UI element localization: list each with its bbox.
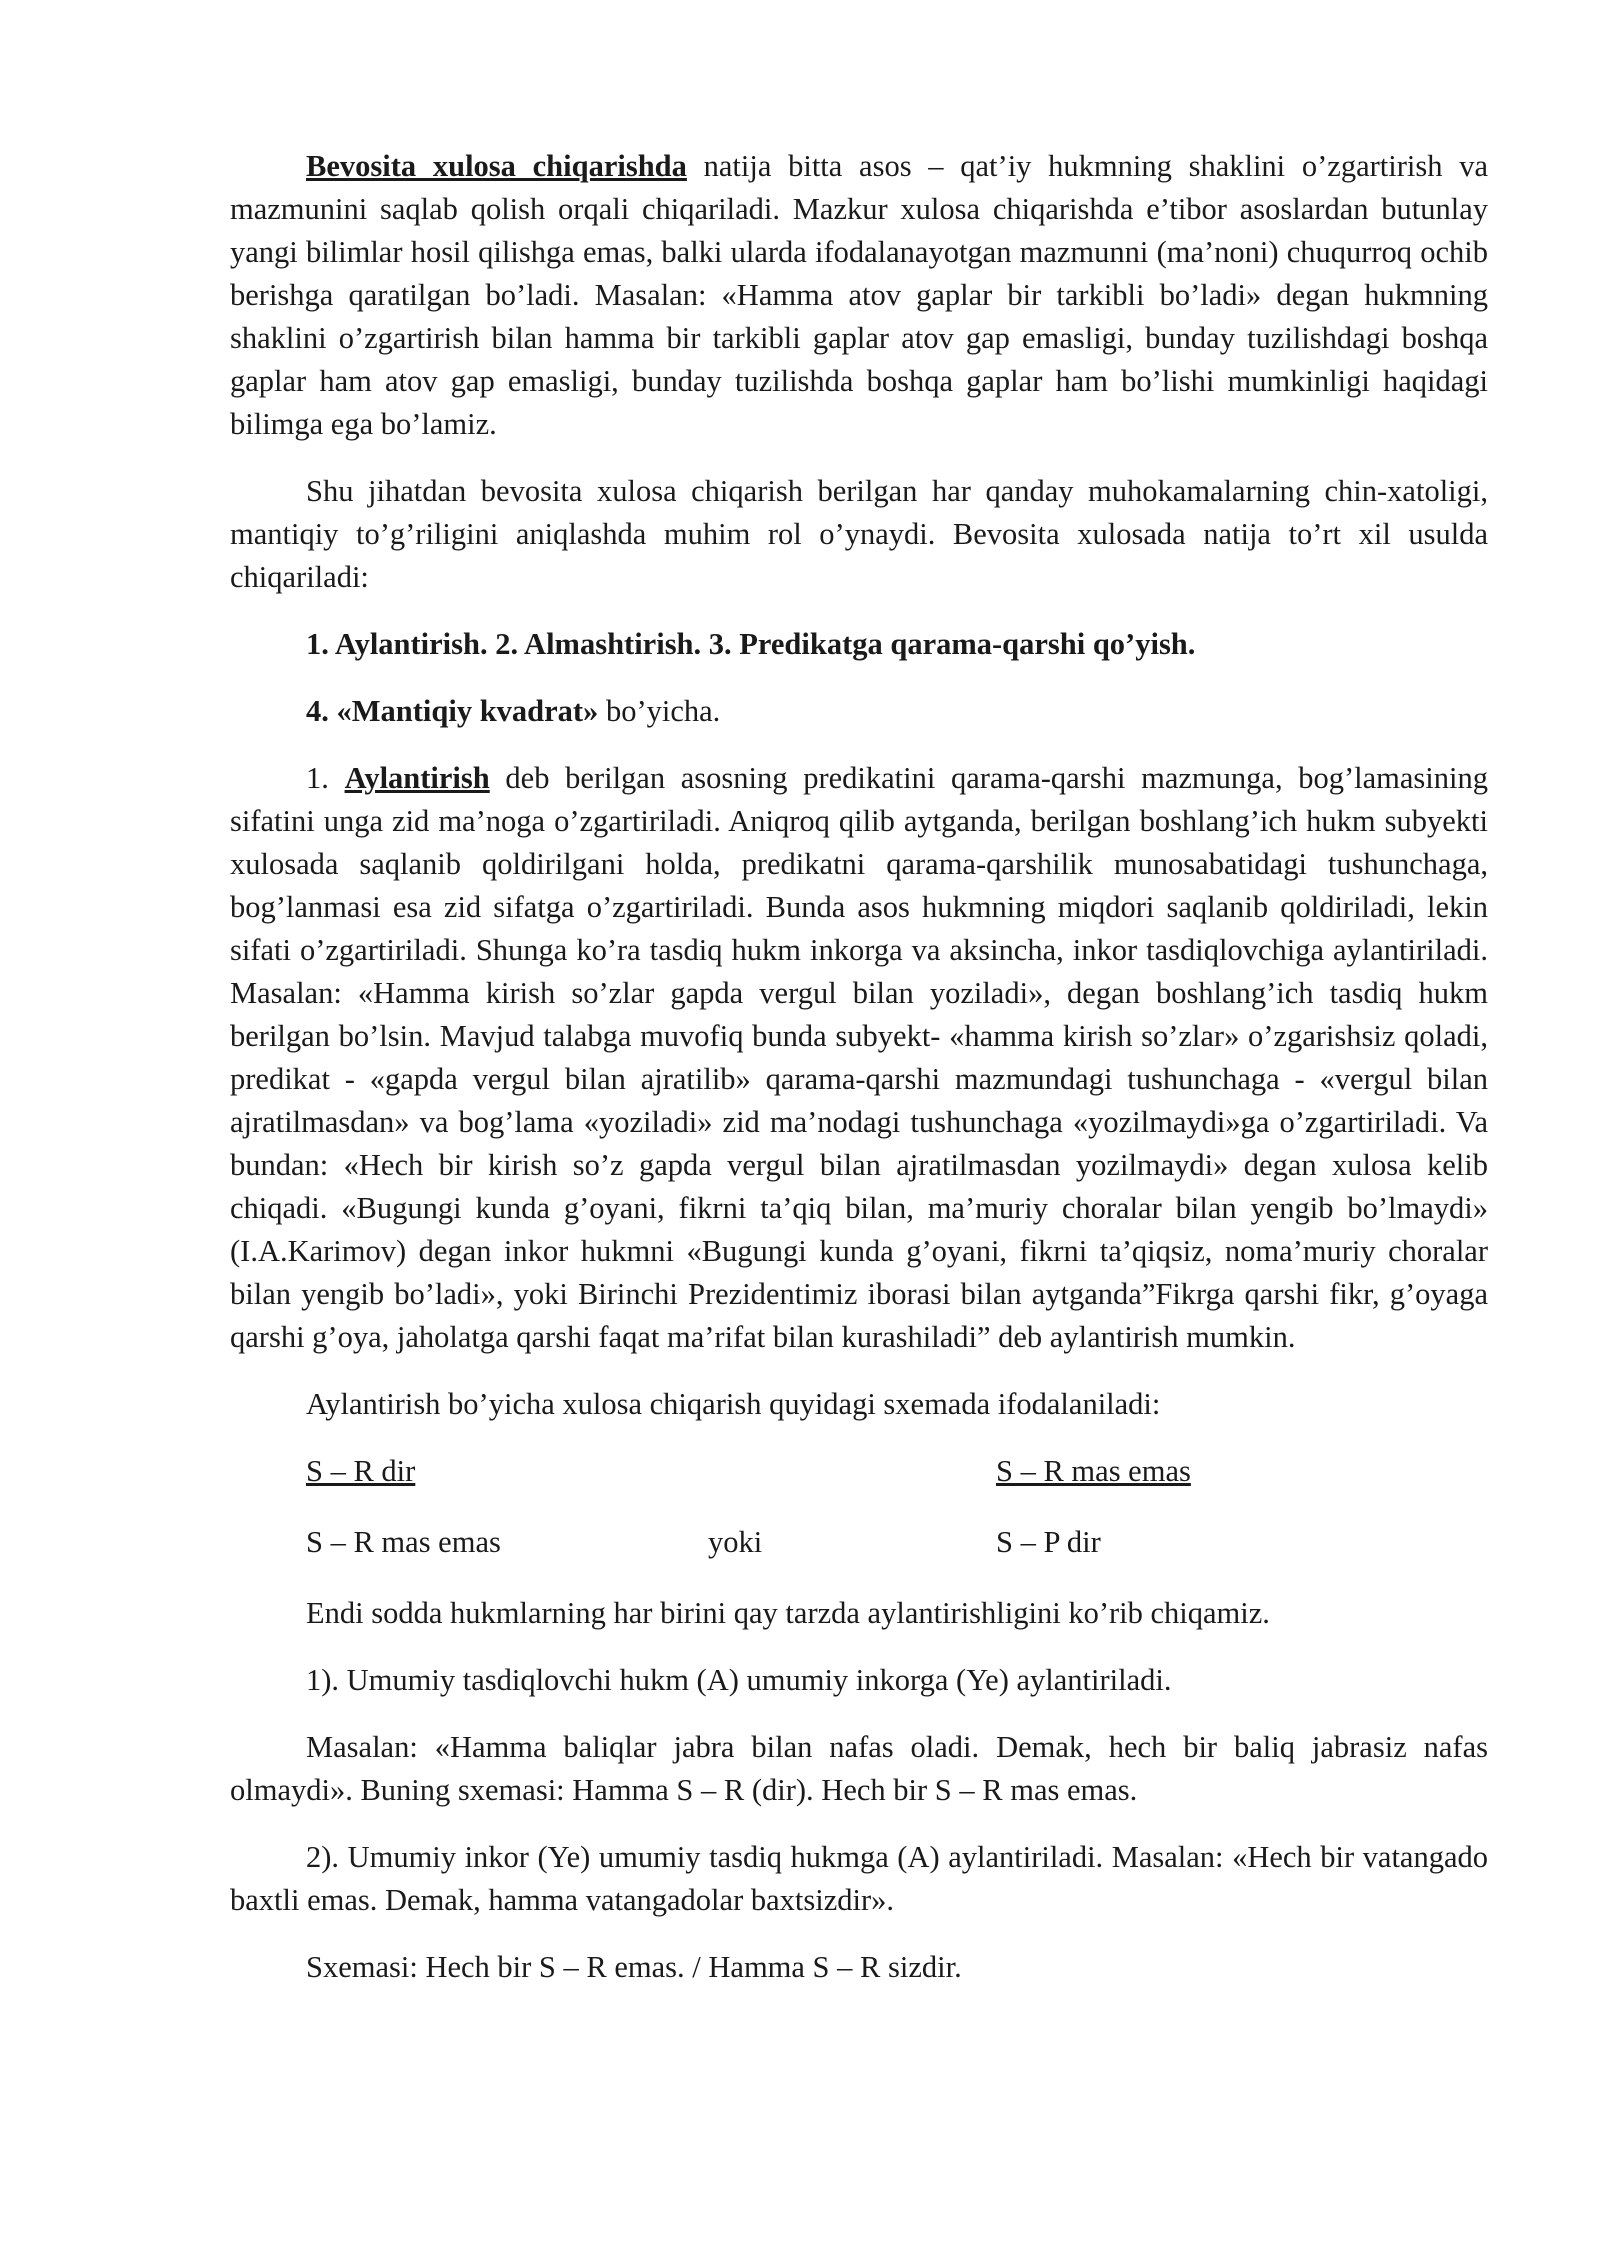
methods-list-line-2 (230, 690, 1488, 733)
term-conversion: Aylantirish (344, 761, 490, 795)
item-number: 1. (306, 761, 345, 795)
document-page (230, 145, 1488, 2013)
paragraph-immediate-inference (230, 145, 1488, 446)
paragraph-simple-judgments: Endi sodda hukmlarning har birini qay tarzda aylantirishligini ko’rib chiqamiz. (306, 1596, 1270, 1630)
paragraph-schema-e: Sxemasi: Hech bir S – R emas. / Hamma S – R sizdir. (306, 1950, 962, 1984)
schema-or-word: yoki (708, 1525, 763, 1559)
schema-premise-left: S – R dir (306, 1454, 416, 1488)
method-logical-square: 4. «Mantiqiy kvadrat» (306, 694, 599, 728)
paragraph-case-a: 1). Umumiy tasdiqlovchi hukm (A) umumiy inkorga (Ye) aylantiriladi. (306, 1663, 1172, 1697)
paragraph-text: deb berilgan asosning predikatini qarama-qarshi mazmunga, bog’lamasining sifatini unga zid ma’noga o’zgartiriladi. Aniqroq qilib aytganda, berilgan boshlang’ich hukm subyekti xulosada saqlanib qoldirilgani holda, predikatni qarama-qarshilik munosabatidagi tushunchaga, bog’lanmasi esa zid sifatga o’zgartiriladi. Bunda asos hukmning miqdori saqlanib qoldiriladi, lekin sifati o’zgartiriladi. Shunga ko’ra tasdiq hukm inkorga va aksincha, inkor tasdiqlovchiga aylantiriladi. Masalan: «Hamma kirish so’zlar gapda vergul bilan yoziladi», degan boshlang’ich tasdiq hukm berilgan bo’lsin. Mavjud talabga muvofiq bunda subyekt- «hamma kirish so’zlar» o’zgarishsiz qoladi, predikat - «gapda vergul bilan ajratilib» qarama-qarshi mazmundagi tushunchaga - «vergul bilan ajratilmasdan» va bog’lama «yoziladi» zid ma’nodagi tushunchaga «yozilmaydi»ga o’zgartiriladi. Va bundan: «Hech bir kirish so’z gapda vergul bilan ajratilmasdan yozilmaydi» degan xulosa kelib chiqadi. «Bugungi kunda g’oyani, fikrni ta’qiq bilan, ma’muriy choralar bilan yengib bo’lmaydi» (I.A.Karimov) degan inkor hukmni «Bugungi kunda g’oyani, fikrni ta’qiqsiz, noma’muriy choralar bilan yengib bo’ladi», yoki Birinchi Prezidentimiz iborasi bilan aytganda”Fikrga qarshi fikr, g’oyaga qarshi g’oya, jaholatga qarshi faqat ma’rifat bilan kurashiladi” deb aylantirish mumkin. (230, 761, 1488, 1354)
paragraph-conversion (230, 757, 1488, 1359)
paragraph-case-e: 2). Umumiy inkor (Ye) umumiy tasdiq hukmga (A) aylantiriladi. Masalan: «Hech bir vatangado baxtli emas. Demak, hamma vatangadolar baxtsizdir». (230, 1840, 1488, 1917)
paragraph-text: natija bitta asos – qat’iy hukmning shaklini o’zgartirish va mazmunini saqlab qolish orqali chiqariladi. Mazkur xulosa chiqarishda e’tibor asoslardan butunlay yangi bilimlar hosil qilishga emas, balki ularda ifodalanayotgan mazmunni (ma’noni) chuqurroq ochib berishga qaratilgan bo’ladi. Masalan: «Hamma atov gaplar bir tarkibli bo’ladi» degan hukmning shaklini o’zgartirish bilan hamma bir tarkibli gaplar atov gap emasligi, bunday tuzilishdagi boshqa gaplar ham atov gap emasligi, bunday tuzilishda boshqa gaplar ham bo’lishi mumkinligi haqidagi bilimga ega bo’lamiz. (230, 149, 1488, 441)
paragraph-role: Shu jihatdan bevosita xulosa chiqarish berilgan har qanday muhokamalarning chin-xatoligi, mantiqiy to’g’riligini aniqlashda muhim rol o’ynaydi. Bevosita xulosada natija to’rt xil usulda chiqariladi: (230, 474, 1488, 594)
paragraph-schema-intro: Aylantirish bo’yicha xulosa chiqarish quyidagi sxemada ifodalaniladi: (306, 1387, 1161, 1421)
schema-row-1 (230, 1450, 1488, 1493)
term-immediate-inference: Bevosita xulosa chiqarishda (306, 149, 687, 183)
schema-row-2 (230, 1521, 1488, 1564)
schema-conclusion-right: S – P dir (996, 1525, 1101, 1559)
paragraph-example-fish: Masalan: «Hamma baliqlar jabra bilan nafas oladi. Demak, hech bir baliq jabrasiz nafas olmaydi». Buning sxemasi: Hamma S – R (dir). Hech bir S – R mas emas. (230, 1730, 1488, 1807)
methods-list-line-1: 1. Aylantirish. 2. Almashtirish. 3. Predikatga qarama-qarshi qo’yish. (306, 627, 1196, 661)
schema-conclusion-left: S – R mas emas (306, 1525, 501, 1559)
schema-premise-right: S – R mas emas (996, 1454, 1191, 1488)
method-suffix: bo’yicha. (598, 694, 721, 728)
